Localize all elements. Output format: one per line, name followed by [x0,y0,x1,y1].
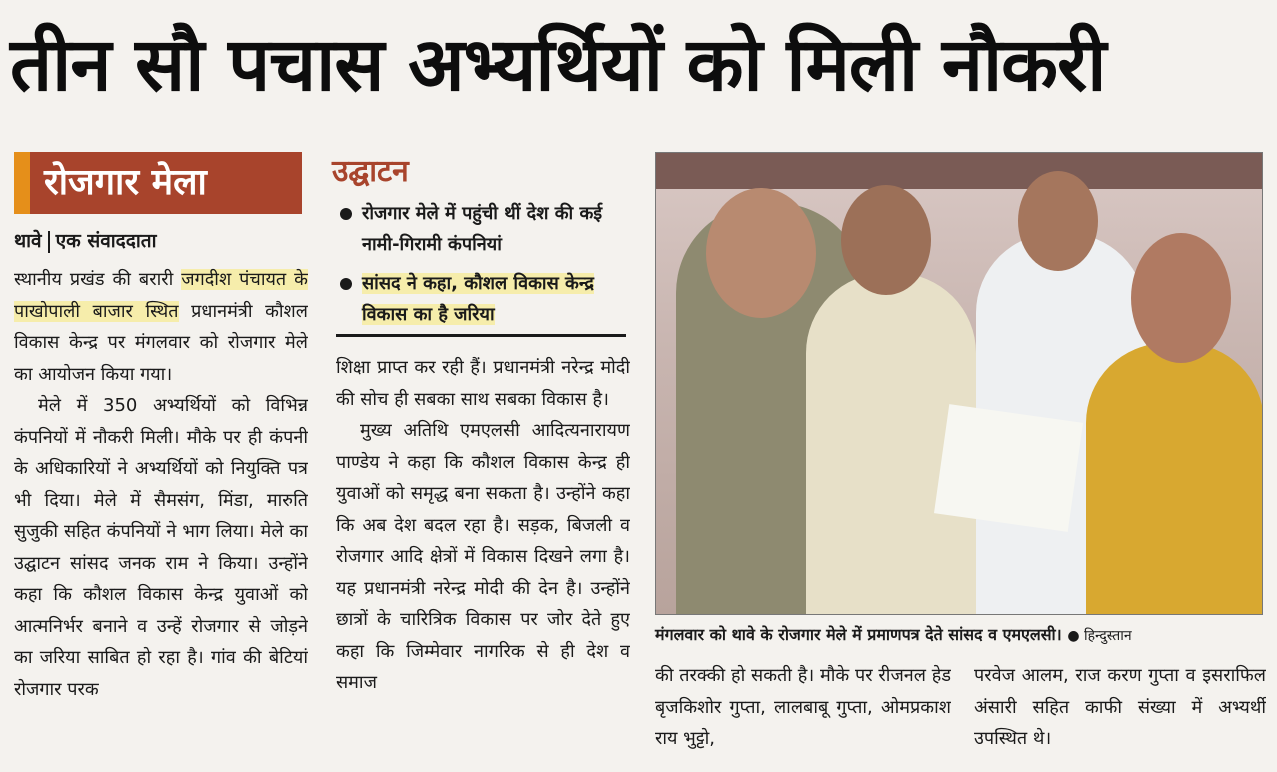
byline-reporter: एक संवाददाता [55,230,157,252]
column1-p1-end: प्रधानमंत्री कौशल विकास केन्द्र पर मंगलवार को रोजगार मेले का आयोजन किया गया। [14,300,308,385]
bullet-text: रोजगार मेले में पहुंची थीं देश की कई नामी-गिरामी कंपनियां [362,203,603,255]
headline: तीन सौ पचास अभ्यर्थियों को मिली नौकरी [10,22,1106,108]
column1-p1-highlight: जगदीश पंचायत के पाखोपाली बाजार स्थित [14,269,308,322]
column-divider [336,334,626,337]
bullet-item [336,198,626,260]
bullet-item [336,268,626,330]
photo-person-right-head [1018,171,1098,271]
photo-caption [655,620,1263,650]
column1-paragraph-2: मेले में 350 अभ्यर्थियों को विभिन्न कंपनियों में नौकरी मिली। मौके पर ही कंपनी के अधिकारियों ने अभ्यर्थियों को नियुक्ति पत्र भी दिया। मेले में सैमसंग, मिंडा, मारुति सुजुकी सहित कंपनियों ने भाग लिया। मेले का उद्घाटन सांसद जनक राम ने किया। उन्होंने कहा कि कौशल विकास केन्द्र युवाओं को आत्मनिर्भर बनाने व उन्हें रोजगार से जोड़ने का जरिया साबित हो रहा है। गांव की बेटियां रोजगार परक [14,395,308,700]
photo-woman-head [1131,233,1231,363]
byline-separator [48,231,50,253]
photo-certificate [934,404,1083,532]
section-tag-label: रोजगार मेला [44,162,207,203]
column3-paragraph: की तरक्की हो सकती है। मौके पर रीजनल हेड बृजकिशोर गुप्ता, लालबाबू गुप्ता, ओमप्रकाश राय भुट्टो, [655,665,951,749]
byline [14,226,157,256]
byline-place: थावे [14,230,42,252]
inauguration-bullets [336,198,626,330]
photo-person-center-head [841,185,931,295]
article-column-4 [974,660,1266,764]
bullet-dot-icon [340,208,352,220]
column1-p1-start: स्थानीय प्रखंड की बरारी [14,269,182,290]
column2-paragraph-2: मुख्य अतिथि एमएलसी आदित्यनारायण पाण्डेय ने कहा कि कौशल विकास केन्द्र ही युवाओं को समृद्ध बना सकता है। उन्होंने कहा कि अब देश बदल रहा है। सड़क, बिजली व रोजगार आदि क्षेत्रों में विकास दिखने लगा है। यह प्रधानमंत्री नरेन्द्र मोदी की देन है। उन्होंने छात्रों के चारित्रिक विकास पर जोर देते हुए कहा कि जिम्मेवार नागरिक से ही देश व समाज [336,420,630,693]
photo-banner [656,153,1263,189]
photo-caption-text: मंगलवार को थावे के रोजगार मेले में प्रमाणपत्र देते सांसद व एमएलसी। [655,625,1062,644]
inauguration-title: उद्घाटन [332,154,409,189]
bullet-dot-icon [340,278,352,290]
bullet-text: सांसद ने कहा, कौशल विकास केन्द्र विकास का है जरिया [362,273,594,325]
column2-paragraph-1: शिक्षा प्राप्त कर रही हैं। प्रधानमंत्री नरेन्द्र मोदी की सोच ही सबका साथ सबका विकास है। [336,357,630,410]
photo-credit: ● हिन्दुस्तान [1067,628,1132,644]
column4-paragraph: परवेज आलम, राज करण गुप्ता व इसराफिल अंसारी सहित काफी संख्या में अभ्यर्थी उपस्थित थे। [974,665,1266,749]
section-tag [14,152,302,214]
column1-paragraph-1 [14,264,308,390]
photo-woman [1086,343,1263,615]
news-photo [655,152,1263,615]
article-column-3 [655,660,951,764]
photo-person-left-head [706,188,816,318]
article-column-1 [14,264,308,764]
article-column-2 [336,352,630,762]
